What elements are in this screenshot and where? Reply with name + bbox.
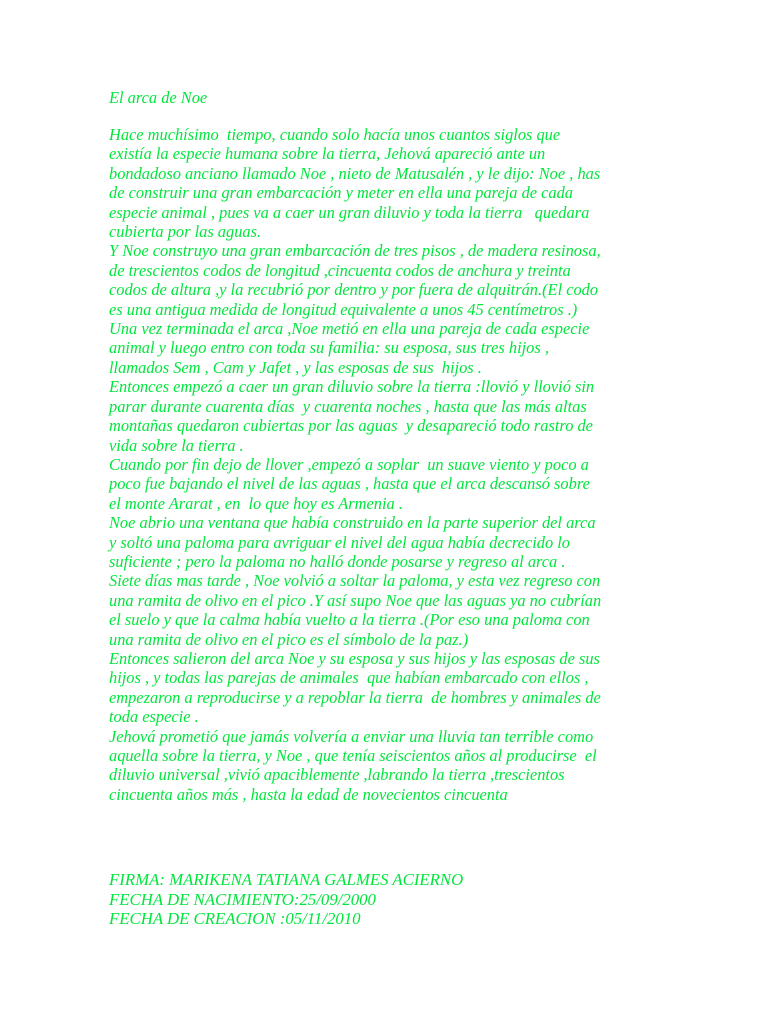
story-line: poco fue bajando el nivel de las aguas , hasta que el arca descansó sobre: [109, 474, 590, 494]
story-line: especie animal , pues va a caer un gran diluvio y toda la tierra quedara: [109, 202, 590, 222]
story-line: Entonces salieron del arca Noe y su esposa y sus hijos y las esposas de sus: [109, 648, 600, 668]
birth-date: FECHA DE NACIMIENTO:25/09/2000: [109, 889, 376, 909]
story-line: una ramita de olivo en el pico es el símbolo de la paz.): [109, 629, 469, 649]
story-line: y soltó una paloma para avriguar el nivel del agua había decrecido lo: [109, 532, 570, 552]
story-line: de construir una gran embarcación y meter en ella una pareja de cada: [109, 183, 574, 203]
story-line: diluvio universal ,vivió apaciblemente ,labrando la tierra ,trescientos: [109, 765, 565, 785]
story-line: vida sobre la tierra .: [109, 435, 244, 455]
story-line: Siete días mas tarde , Noe volvió a soltar la paloma, y esta vez regreso con: [109, 571, 601, 591]
story-line: Y Noe construyo una gran embarcación de tres pisos , de madera resinosa,: [109, 241, 601, 261]
story-line: suficiente ; pero la paloma no halló donde posarse y regreso al arca .: [109, 551, 566, 571]
story-line: montañas quedaron cubiertas por las aguas y desapareció todo rastro de: [109, 416, 593, 436]
story-line: toda especie .: [109, 707, 199, 727]
creation-date: FECHA DE CREACION :05/11/2010: [109, 909, 361, 929]
story-line: una ramita de olivo en el pico .Y así supo Noe que las aguas ya no cubrían: [109, 590, 602, 610]
story-line: es una antigua medida de longitud equivalente a unos 45 centímetros .): [109, 299, 578, 319]
story-line: existía la especie humana sobre la tierra, Jehová apareció ante un: [109, 144, 546, 164]
story-line: llamados Sem , Cam y Jafet , y las esposas de sus hijos .: [109, 357, 482, 377]
signature-block: [109, 870, 669, 929]
story-line: Noe abrio una ventana que había construido en la parte superior del arca: [109, 513, 596, 533]
story-line: cincuenta años más , hasta la edad de novecientos cincuenta: [109, 784, 508, 804]
story-body: [109, 125, 669, 804]
document-title: El arca de Noe: [109, 88, 208, 107]
story-line: el monte Ararat , en lo que hoy es Armenia .: [109, 493, 403, 513]
story-line: Una vez terminada el arca ,Noe metió en ella una pareja de cada especie: [109, 319, 590, 339]
story-line: animal y luego entro con toda su familia: su esposa, sus tres hijos ,: [109, 338, 549, 358]
story-line: empezaron a reproducirse y a repoblar la tierra de hombres y animales de: [109, 687, 601, 707]
story-line: Cuando por fin dejo de llover ,empezó a soplar un suave viento y poco a: [109, 454, 589, 474]
story-line: Entonces empezó a caer un gran diluvio sobre la tierra :llovió y llovió sin: [109, 377, 595, 397]
story-line: el suelo y que la calma había vuelto a la tierra .(Por eso una paloma con: [109, 610, 590, 630]
story-line: cubierta por las aguas.: [109, 222, 262, 242]
story-line: Jehová prometió que jamás volvería a enviar una lluvia tan terrible como: [109, 726, 594, 746]
signature-name: FIRMA: MARIKENA TATIANA GALMES ACIERNO: [109, 870, 464, 889]
story-line: parar durante cuarenta días y cuarenta noches , hasta que las más altas: [109, 396, 587, 416]
story-line: hijos , y todas las parejas de animales que habían embarcado con ellos ,: [109, 668, 589, 688]
story-line: de trescientos codos de longitud ,cincuenta codos de anchura y treinta: [109, 260, 571, 280]
story-line: codos de altura ,y la recubrió por dentro y por fuera de alquitrán.(El codo: [109, 280, 599, 300]
story-line: Hace muchísimo tiempo, cuando solo hacía unos cuantos siglos que: [109, 125, 561, 144]
story-line: bondadoso anciano llamado Noe , nieto de Matusalén , y le dijo: Noe , has: [109, 163, 601, 183]
story-line: aquella sobre la tierra, y Noe , que tenía seiscientos años al producirse el: [109, 746, 597, 765]
